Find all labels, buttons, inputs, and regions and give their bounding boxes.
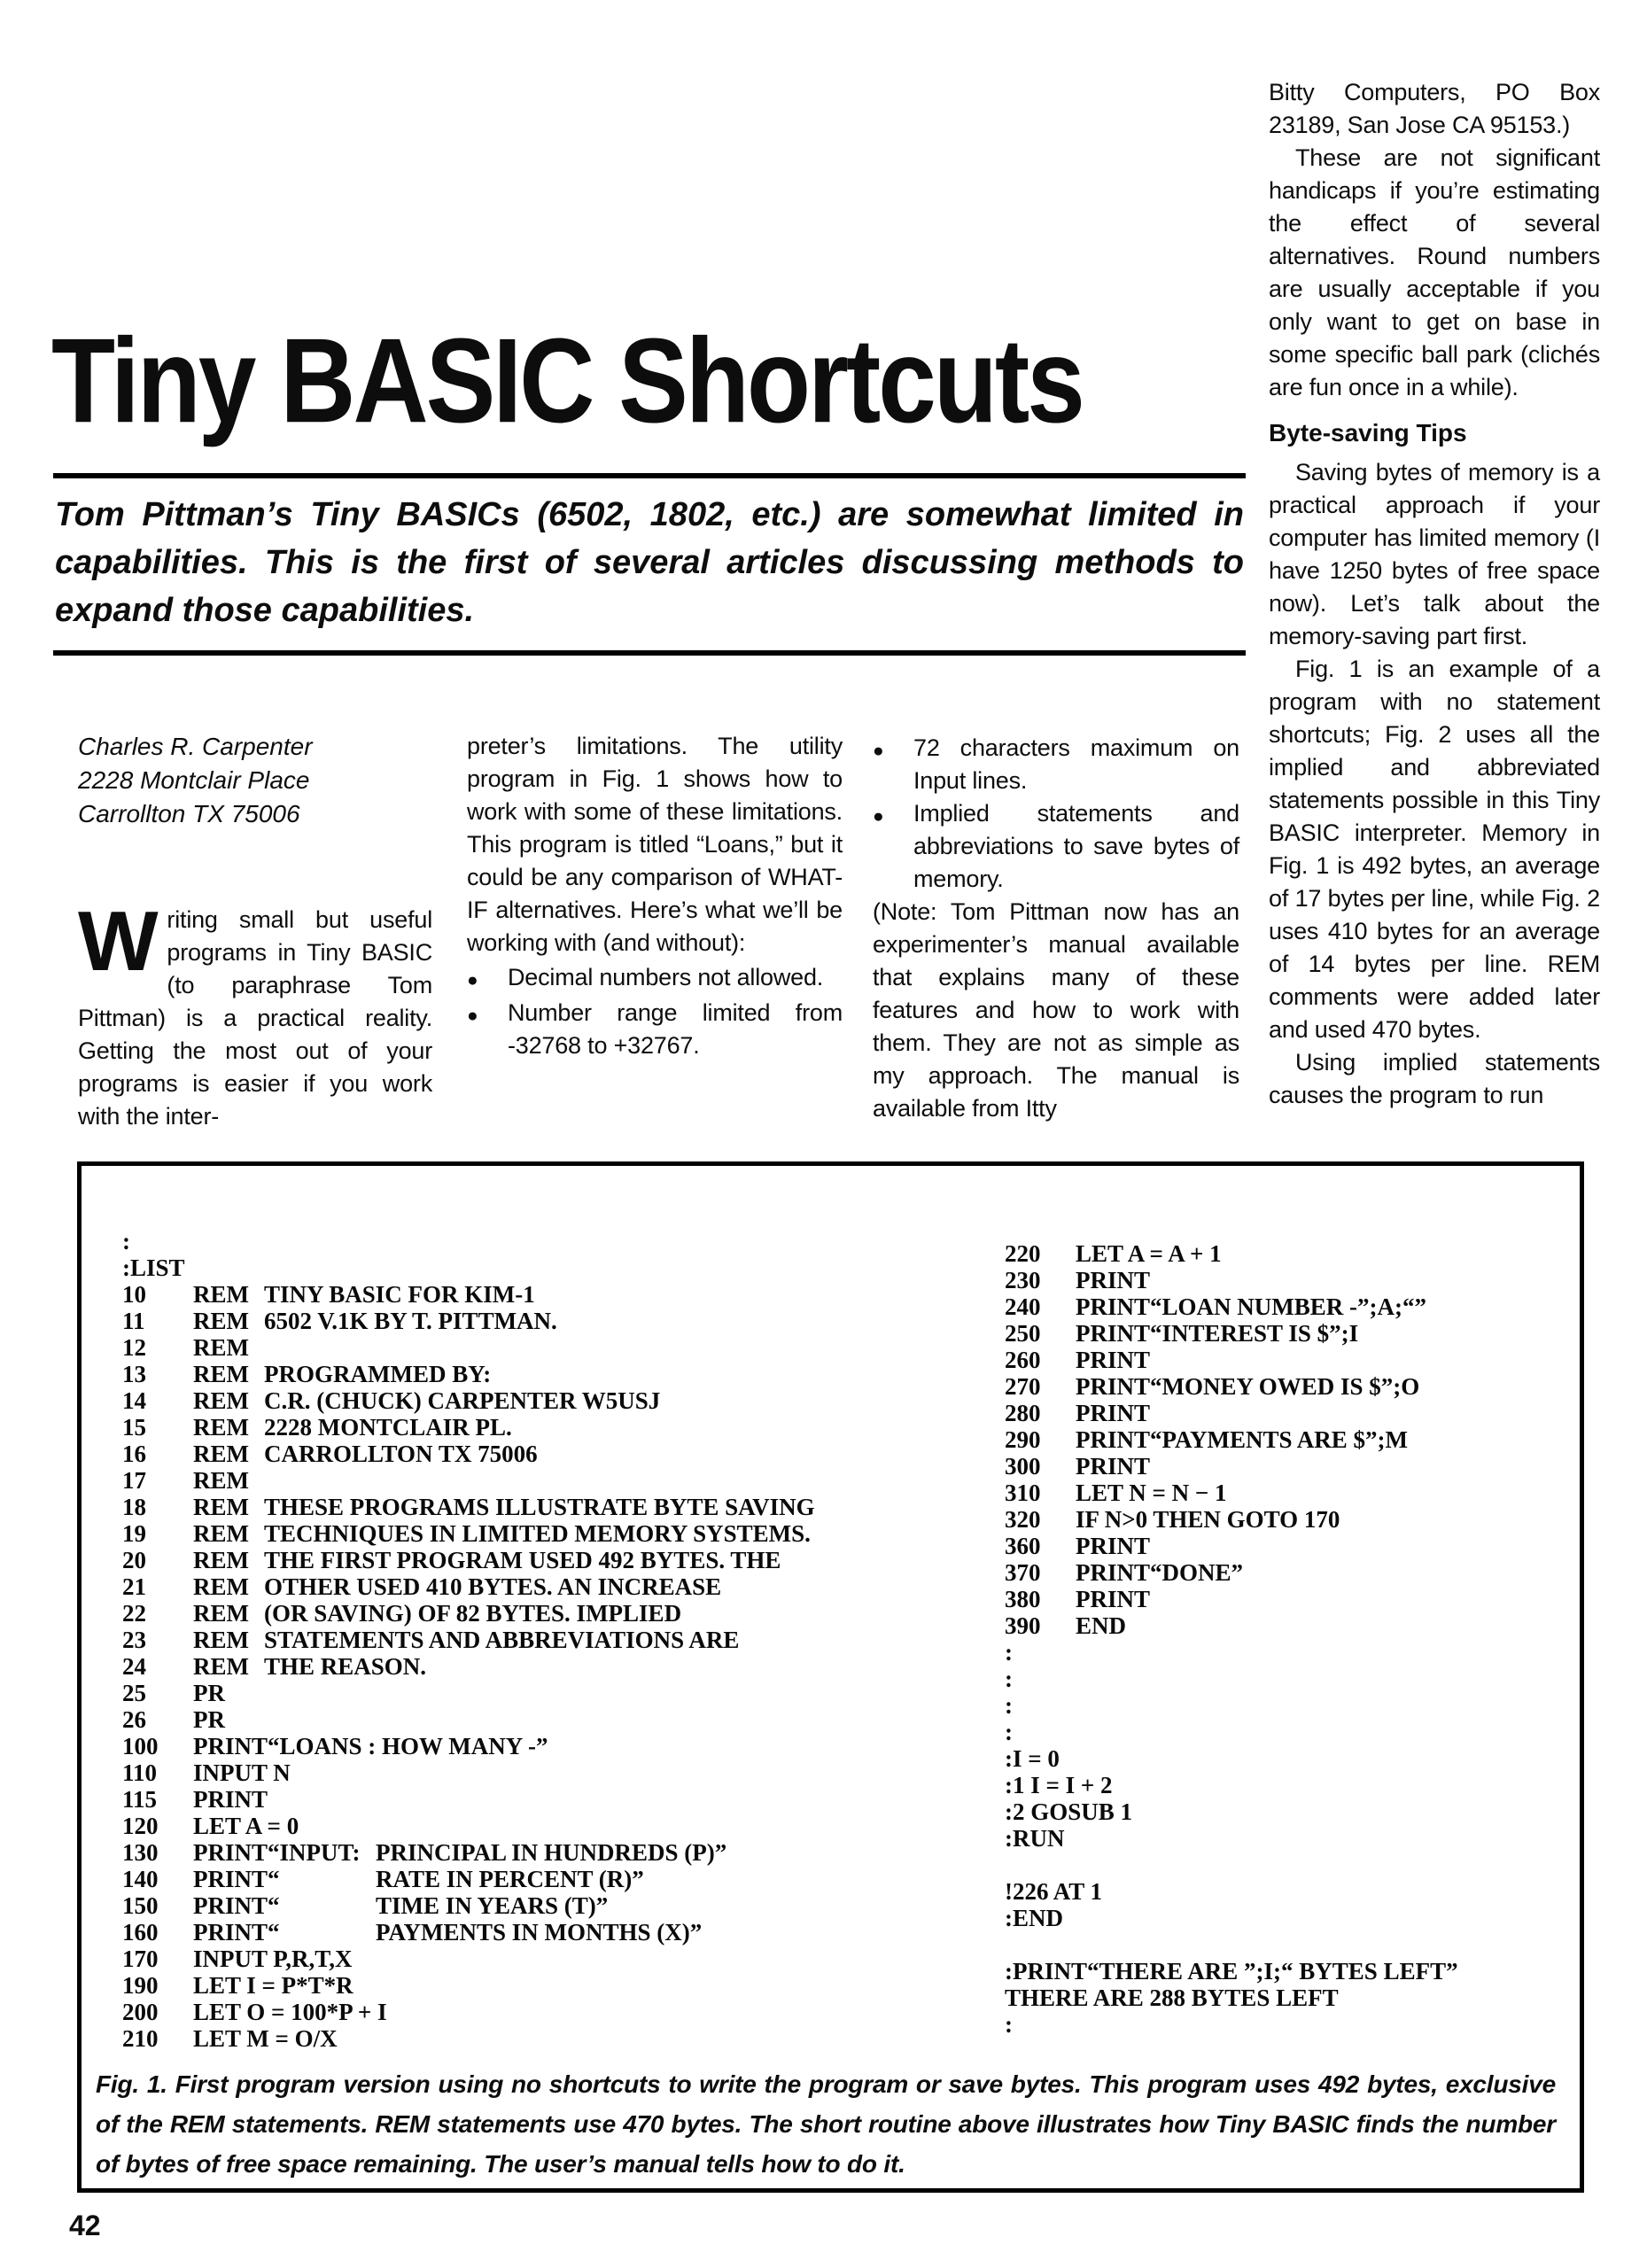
bullet-text: Implied statements and abbreviations to save bytes of memory. [913, 800, 1239, 892]
author-name: Charles R. Carpenter [78, 733, 313, 760]
code-line: 140 PRINT“ RATE IN PERCENT (R)” [122, 1866, 644, 1892]
body-paragraph: Fig. 1 is an example of a program with no statement shortcuts; Fig. 2 uses all the implied and abbreviated statements possible in this Tiny BASIC interpreter. Memory in Fig. 1 is 492 bytes, an average of 17 bytes per line, while Fig. 2 uses 410 bytes for an average of 14 bytes per line. REM comments were added later and used 470 bytes. [1269, 656, 1600, 1043]
code-line: 220 LET A = A + 1 [1005, 1240, 1222, 1267]
code-line: 23 REM STATEMENTS AND ABBREVIATIONS ARE [122, 1627, 740, 1653]
figure-caption: Fig. 1. First program version using no shortcuts to write the program or save bytes. This program uses 492 bytes, exclusive of the REM statements. REM statements use 470 bytes. The short routine above illustrates how Tiny BASIC finds the number of bytes of free space remaining. The user’s manual tells how to do it. [96, 2070, 1556, 2178]
code-line: 360 PRINT [1005, 1533, 1151, 1559]
code-line: 320 IF N>0 THEN GOTO 170 [1005, 1506, 1340, 1533]
bullet-item [467, 961, 843, 997]
code-line: 240 PRINT“LOAN NUMBER -”;A;“” [1005, 1293, 1426, 1320]
code-line: 300 PRINT [1005, 1453, 1151, 1480]
code-line: 190 LET I = P*T*R [122, 1972, 353, 1999]
code-line: 26 PR [122, 1706, 225, 1733]
body-column-3 [873, 730, 1239, 1125]
body-column-2 [467, 730, 843, 1062]
code-line: 120 LET A = 0 [122, 1813, 299, 1839]
code-line: 12 REM [122, 1334, 249, 1361]
code-line: : [1005, 1692, 1013, 1719]
page-number: 42 [69, 2210, 101, 2241]
code-line: : [122, 1228, 130, 1254]
continuation-column [1269, 76, 1600, 1112]
code-line: 24 REM THE REASON. [122, 1653, 427, 1680]
code-line: 14 REM C.R. (CHUCK) CARPENTER W5USJ [122, 1387, 661, 1414]
bullet-dot-icon: ● [467, 1006, 478, 1026]
bullet-dot-icon: ● [467, 970, 478, 990]
article-deck: Tom Pittman’s Tiny BASICs (6502, 1802, etc.) are somewhat limited in capabilities. This is the first of several articles discussing methods to expand those capabilities. [53, 473, 1246, 656]
code-line: :2 GOSUB 1 [1005, 1798, 1133, 1825]
code-line: 13 REM PROGRAMMED BY: [122, 1361, 492, 1387]
author-block [78, 730, 432, 831]
code-line: 150 PRINT“ TIME IN YEARS (T)” [122, 1892, 609, 1919]
code-line: 22 REM (OR SAVING) OF 82 BYTES. IMPLIED [122, 1600, 682, 1627]
author-address: 2228 Montclair Place [78, 766, 310, 794]
author-city: Carrollton TX 75006 [78, 800, 300, 827]
figure-1-listing-box [77, 1161, 1584, 2193]
code-line: 260 PRINT [1005, 1347, 1151, 1373]
code-line: 21 REM OTHER USED 410 BYTES. AN INCREASE [122, 1573, 722, 1600]
code-line: :I = 0 [1005, 1745, 1060, 1772]
code-line: 290 PRINT“PAYMENTS ARE $”;M [1005, 1426, 1409, 1453]
drop-cap: W [78, 894, 159, 989]
code-listing-right-column [1005, 1240, 1458, 2038]
body-paragraph: Using implied statements causes the program to run [1269, 1049, 1600, 1108]
code-line [1005, 1931, 1458, 1958]
code-line: 10 REM TINY BASIC FOR KIM-1 [122, 1281, 535, 1308]
bullet-list [873, 732, 1239, 896]
code-line: :RUN [1005, 1825, 1065, 1852]
code-line: 25 PR [122, 1680, 225, 1706]
code-line: 200 LET O = 100*P + I [122, 1999, 387, 2025]
code-line: 370 PRINT“DONE” [1005, 1559, 1244, 1586]
code-line: 115 PRINT [122, 1786, 268, 1813]
code-line: 210 LET M = O/X [122, 2025, 338, 2052]
bullet-item [467, 997, 843, 1062]
code-line: 18 REM THESE PROGRAMS ILLUSTRATE BYTE SAVING [122, 1494, 815, 1520]
body-column-1 [78, 894, 432, 1133]
code-listing-left-column [122, 1228, 815, 2052]
bullet-text: Number range limited from -32768 to +32767. [508, 999, 843, 1059]
code-line: 170 INPUT P,R,T,X [122, 1946, 353, 1972]
code-line: 280 PRINT [1005, 1400, 1151, 1426]
code-line: : [1005, 1666, 1013, 1692]
code-line: : [1005, 1719, 1013, 1745]
code-line: !226 AT 1 [1005, 1878, 1103, 1905]
code-line: : [1005, 1639, 1013, 1666]
code-line: THERE ARE 288 BYTES LEFT [1005, 1984, 1339, 2011]
body-paragraph: (Note: Tom Pittman now has an experimenter’s manual available that explains many of these features and how to work with them. They are not as simple as my approach. The manual is available from Itty [873, 898, 1239, 1122]
code-line: 270 PRINT“MONEY OWED IS $”;O [1005, 1373, 1420, 1400]
code-line: 16 REM CARROLLTON TX 75006 [122, 1441, 538, 1467]
code-line: 160 PRINT“ PAYMENTS IN MONTHS (X)” [122, 1919, 703, 1946]
code-line: :END [1005, 1905, 1063, 1931]
code-line: 250 PRINT“INTEREST IS $”;I [1005, 1320, 1359, 1347]
code-line: 100 PRINT“LOANS : HOW MANY -” [122, 1733, 548, 1759]
code-line: 130 PRINT“INPUT: PRINCIPAL IN HUNDREDS (P)” [122, 1839, 727, 1866]
body-paragraph: Bitty Computers, PO Box 23189, San Jose CA 95153.) [1269, 79, 1600, 138]
body-paragraph: preter’s limitations. The utility program in Fig. 1 shows how to work with some of these limitations. This program is titled “Loans,” but it could be any comparison of WHAT-IF alternatives. Here’s what we’ll be working with (and without): [467, 733, 843, 956]
bullet-text: 72 characters maximum on Input lines. [913, 734, 1239, 794]
section-heading: Byte-saving Tips [1269, 419, 1467, 447]
body-paragraph: riting small but useful programs in Tiny BASIC (to paraphrase Tom Pittman) is a practical reality. Getting the most out of your programs is easier if you work with the inter- [78, 906, 432, 1130]
code-line: 15 REM 2228 MONTCLAIR PL. [122, 1414, 512, 1441]
code-line: 310 LET N = N − 1 [1005, 1480, 1227, 1506]
bullet-item [873, 732, 1239, 797]
article-title: Tiny BASIC Shortcuts [51, 314, 1083, 449]
code-line: :PRINT“THERE ARE ”;I;“ BYTES LEFT” [1005, 1958, 1458, 1984]
body-paragraph: These are not significant handicaps if you’re estimating the effect of several alternatives. Round numbers are usually acceptable if you only want to get on base in some specific ball park (clichés are fun once in a while). [1269, 144, 1600, 400]
code-line: 110 INPUT N [122, 1759, 291, 1786]
code-line: 19 REM TECHNIQUES IN LIMITED MEMORY SYSTEMS. [122, 1520, 811, 1547]
bullet-dot-icon: ● [873, 741, 884, 761]
code-line: : [1005, 2011, 1013, 2038]
bullet-text: Decimal numbers not allowed. [508, 964, 824, 990]
code-line: :1 I = I + 2 [1005, 1772, 1113, 1798]
code-line: 380 PRINT [1005, 1586, 1151, 1612]
code-line: 17 REM [122, 1467, 249, 1494]
bullet-list [467, 961, 843, 1062]
bullet-dot-icon: ● [873, 806, 884, 827]
code-line: :LIST [122, 1254, 185, 1281]
code-line: 11 REM 6502 V.1K BY T. PITTMAN. [122, 1308, 557, 1334]
code-line: 20 REM THE FIRST PROGRAM USED 492 BYTES. THE [122, 1547, 781, 1573]
code-line: 390 END [1005, 1612, 1127, 1639]
code-line [1005, 1852, 1458, 1878]
bullet-item [873, 797, 1239, 896]
body-paragraph: Saving bytes of memory is a practical approach if your computer has limited memory (I have 1250 bytes of free space now). Let’s talk about the memory-saving part first. [1269, 459, 1600, 649]
code-line: 230 PRINT [1005, 1267, 1151, 1293]
